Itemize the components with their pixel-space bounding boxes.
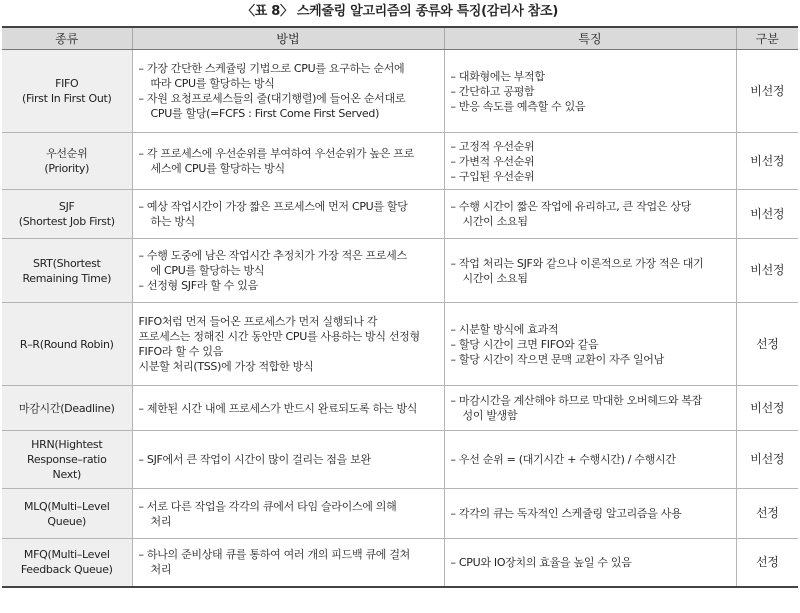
cell-category: 비선정 [736,133,798,190]
cell-feature-line: – 시분할 방식에 효과적 [450,322,559,336]
cell-method-line: 처리 [150,563,172,577]
cell-type [2,190,132,239]
header-feature: 특징 [444,27,736,50]
cell-method [132,431,444,489]
cell-feature-line: – CPU와 IO장치의 효율을 높일 수 있음 [450,555,632,569]
table-row [2,239,798,303]
cell-type-line: (Priority) [44,162,90,175]
cell-method [132,386,444,431]
cell-type [2,239,132,303]
cell-method-line: – 수행 도중에 남은 작업시간 추정치가 가장 적은 프로세스 [138,249,407,262]
table-row [2,50,798,133]
cell-category: 선정 [736,489,798,539]
cell-type-line: R–R(Round Robin) [19,337,114,351]
cell-method-line: – 각 프로세스에 우선순위를 부여하여 우선순위가 높은 프로 [138,147,414,160]
cell-method-line: – SJF에서 큰 작업이 시간이 많이 걸리는 점을 보완 [138,453,371,466]
header-category: 구분 [736,27,798,50]
cell-category: 비선정 [736,50,798,133]
table-row [2,489,798,539]
cell-feature-line: – 대화형에는 부적합 [450,69,545,83]
cell-feature-line: – 간단하고 공평함 [450,84,535,98]
cell-category: 비선정 [736,239,798,303]
cell-feature-line: 성이 발생함 [462,409,518,422]
table-row [2,431,798,489]
cell-type-line: Remaining Time) [22,271,112,285]
cell-type-line: (First In First Out) [21,92,112,105]
cell-type [2,50,132,133]
cell-feature-line: 시간이 소요됨 [462,215,528,228]
cell-feature-line: 시간이 소요됨 [462,271,528,285]
cell-feature [444,539,736,587]
cell-type [2,489,132,539]
cell-method-line: 처리 [150,514,172,528]
cell-type-line: SJF [58,200,75,213]
cell-feature-line: – 마감시간을 계산해야 하므로 막대한 오버헤드와 복잡 [450,394,703,407]
cell-type-line: 마감시간(Deadline) [18,401,115,415]
cell-method [132,539,444,587]
cell-type-line: Next) [52,468,81,481]
cell-feature [444,190,736,239]
cell-type-line: Response–ratio [27,453,107,466]
cell-method-line: CPU를 할당(=FCFS : First Come First Served) [150,107,380,120]
cell-feature [444,239,736,303]
cell-method-line: – 자원 요청프로세스들의 줄(대기행렬)에 들어온 순서대로 [138,92,406,105]
cell-method-line: – 하나의 준비상태 큐를 통하여 여러 개의 피드백 큐에 걸쳐 [138,548,410,562]
cell-feature-line: – 각각의 큐는 독자적인 스케쥴링 알고리즘을 사용 [450,507,682,520]
cell-feature-line: – 수행 시간이 짧은 작업에 유리하고, 큰 작업은 상당 [450,200,691,213]
cell-feature-line: – 할당 시간이 크면 FIFO와 같음 [450,337,599,351]
cell-method [132,190,444,239]
cell-method-line: 프로세스는 정해진 시간 동안만 CPU를 사용하는 방식 선정형 [138,330,420,343]
cell-type-line: MFQ(Multi–Level [23,548,110,562]
cell-feature [444,489,736,539]
cell-category: 비선정 [736,190,798,239]
cell-type-line: HRN(Hightest [31,438,103,451]
cell-method-line: 세스에 CPU를 할당하는 방식 [150,162,285,175]
header-method: 방법 [132,27,444,50]
cell-feature [444,303,736,386]
cell-method-line: – 선정형 SJF라 할 수 있음 [138,279,258,292]
table-row [2,303,798,386]
cell-method-line: – 예상 작업시간이 가장 짧은 프로세스에 먼저 CPU를 할당 [138,200,408,213]
cell-type-line: FIFO [55,77,79,90]
cell-feature [444,133,736,190]
cell-type [2,431,132,489]
cell-feature-line: – 반응 속도를 예측할 수 있음 [450,99,586,113]
cell-type [2,386,132,431]
cell-category: 비선정 [736,431,798,489]
cell-category: 비선정 [736,386,798,431]
cell-method-line: 따라 CPU를 할당하는 방식 [150,77,275,90]
cell-type-line: SRT(Shortest [32,256,101,270]
cell-type-line: 우선순위 [46,147,88,160]
cell-feature-line: – 우선 순위 = (대기시간 + 수행시간) / 수행시간 [450,453,676,466]
cell-method-line: – 서로 다른 작업을 각각의 큐에서 타임 슬라이스에 의해 [138,499,397,513]
cell-method [132,303,444,386]
cell-category: 선정 [736,303,798,386]
cell-feature [444,50,736,133]
table-row [2,386,798,431]
cell-method-line: 하는 방식 [150,215,196,228]
cell-type-line: Feedback Queue) [20,563,113,577]
cell-method-line: – 제한된 시간 내에 프로세스가 반드시 완료되도록 하는 방식 [138,401,418,415]
cell-type [2,133,132,190]
cell-method [132,239,444,303]
cell-method-line: 에 CPU를 할당하는 방식 [150,264,265,277]
cell-feature [444,386,736,431]
cell-type-line: MLQ(Multi–Level [24,499,110,513]
cell-method-line: – 가장 간단한 스케쥴링 기법으로 CPU를 요구하는 순서에 [138,62,405,75]
scheduling-table [2,26,798,588]
cell-feature-line: – 고정적 우선순위 [450,139,535,153]
cell-feature-line: – 할당 시간이 작으면 문맥 교환이 자주 일어남 [450,352,664,366]
cell-method [132,50,444,133]
cell-type [2,539,132,587]
cell-feature-line: – 작업 처리는 SJF와 같으나 이론적으로 가장 적은 대기 [450,256,704,270]
table-caption: 〈표 8〉 스케줄링 알고리즘의 종류와 특징(감리사 참조) [242,4,558,19]
cell-feature-line: – 구입된 우선순위 [450,169,535,183]
cell-feature-line: – 가변적 우선순위 [450,154,535,168]
cell-method [132,489,444,539]
cell-category: 선정 [736,539,798,587]
header-type: 종류 [2,27,132,50]
cell-method-line: FIFO라 할 수 있음 [138,345,224,358]
cell-method-line: 시분할 처리(TSS)에 가장 적합한 방식 [138,360,314,373]
cell-type-line: Queue) [47,514,87,528]
cell-method-line: FIFO처럼 먼저 들어온 프로세스가 먼저 실행되나 각 [138,315,378,328]
cell-type-line: (Shortest Job First) [18,215,115,228]
table-row [2,190,798,239]
cell-method [132,133,444,190]
header-row [2,27,798,50]
table-row [2,539,798,587]
cell-type [2,303,132,386]
table-row [2,133,798,190]
cell-feature [444,431,736,489]
